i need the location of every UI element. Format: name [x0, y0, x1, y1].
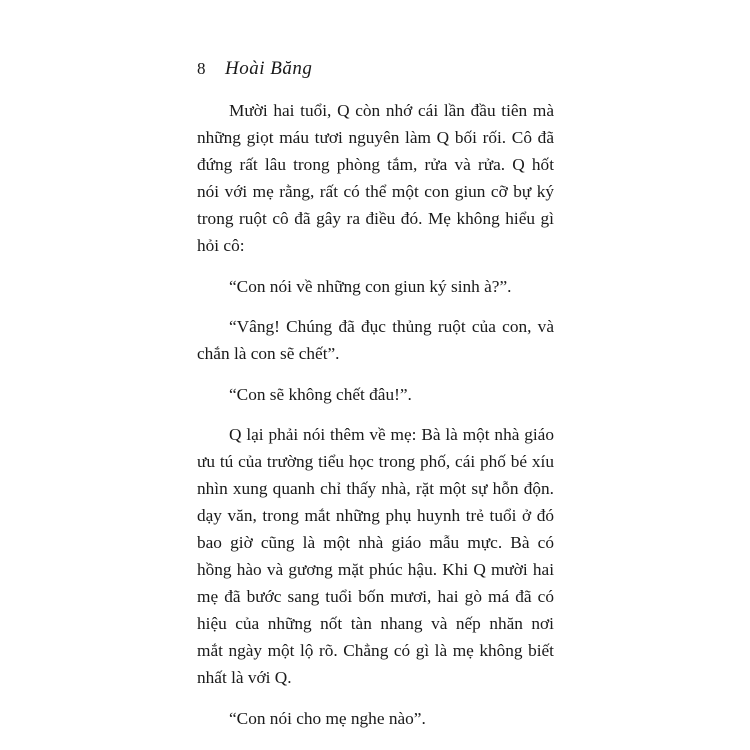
page-number: 8: [197, 59, 206, 78]
text-line: dạy văn, trong mắt những phụ huynh trẻ tuổi ở đó: [197, 506, 554, 525]
author-name: Hoài Băng: [225, 58, 313, 79]
text-line: Mười hai tuổi, Q còn nhớ cái lần đầu tiên mà: [229, 101, 554, 120]
paragraph: [197, 381, 554, 408]
text-line: hỏi cô:: [197, 236, 245, 255]
text-line: Q lại phải nói thêm về mẹ: Bà là một nhà giáo: [229, 425, 554, 444]
paragraph: [197, 273, 554, 300]
text-line: “Vâng! Chúng đã đục thủng ruột của con, và: [229, 317, 554, 336]
text-line: mắt ngày một lộ rõ. Chẳng có gì là mẹ không biết: [197, 641, 554, 660]
text-line: “Con nói về những con giun ký sinh à?”.: [229, 276, 512, 296]
text-line: nói với mẹ rằng, rất có thể một con giun cỡ bự ký: [197, 182, 554, 201]
paragraph: [197, 97, 554, 259]
text-line: chắn là con sẽ chết”.: [197, 344, 340, 363]
paragraph: [197, 313, 554, 367]
text-line: trong ruột cô đã gây ra điều đó. Mẹ không hiểu gì: [197, 209, 554, 228]
text-line: nhìn xung quanh chỉ thấy nhà, rặt một sự hỗn độn.: [197, 479, 554, 498]
text-line: hiệu của những nốt tàn nhang và nếp nhăn nơi: [197, 614, 554, 633]
page-body: [197, 97, 554, 745]
text-line: những giọt máu tươi nguyên làm Q bối rối. Cô đã: [197, 128, 554, 147]
text-line: đứng rất lâu trong phòng tắm, rửa và rửa. Q hốt: [197, 155, 554, 174]
text-line: hồng hào và gương mặt phúc hậu. Khi Q mười hai: [197, 560, 554, 579]
paragraph: [197, 421, 554, 691]
text-line: “Con sẽ không chết đâu!”.: [229, 384, 412, 404]
text-line: ưu tú của trường tiểu học trong phố, cái phố bé xíu: [197, 452, 554, 471]
text-line: nhất là với Q.: [197, 668, 292, 687]
running-header: [197, 58, 312, 80]
text-line: mẹ đã bước sang tuổi bốn mươi, hai gò má đã có: [197, 587, 554, 606]
text-line: bao giờ cũng là một nhà giáo mẫu mực. Bà có: [197, 533, 554, 552]
text-line: “Con nói cho mẹ nghe nào”.: [229, 708, 426, 728]
paragraph: [197, 705, 554, 732]
